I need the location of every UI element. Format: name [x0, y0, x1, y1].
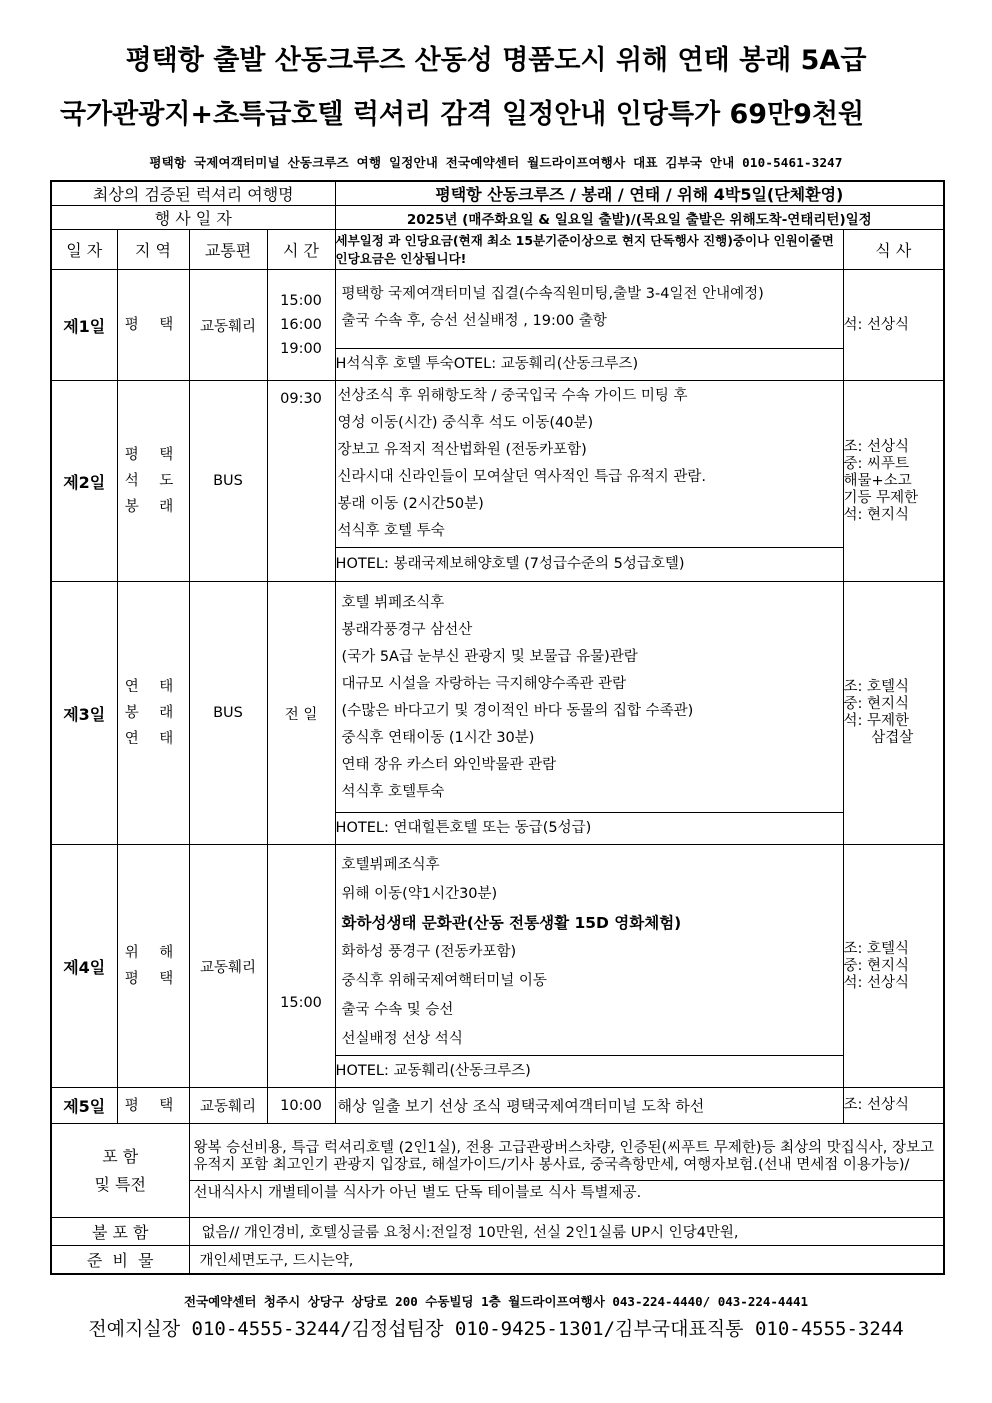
product-name: 평택항 산동크루즈 / 봉래 / 연태 / 위해 4박5일(단체환영): [335, 181, 944, 206]
schedule-item: 위해 이동(약1시간30분): [341, 886, 498, 902]
col-notice: 세부일정 과 인당요금(현재 최소 15분기준이상으로 현지 단독행사 진행)중이나 인원이줄면 인당요금은 인상됩니다!: [335, 230, 843, 270]
sub-title: 평택항 국제여객터미널 산동크루즈 여행 일정안내 전국예약센터 월드라이프여행사 대표 김부국 안내 010-5461-3247: [149, 155, 843, 170]
day-label: 제4일: [51, 845, 117, 1088]
schedule-item: 출국 수속 및 승선: [341, 1002, 454, 1018]
date-value: 2025년 (매주화요일 & 일요일 출발)/(목요일 출발은 위해도착-연태리턴)일정: [335, 206, 944, 230]
day-meals: 조: 호텔식 중: 현지식 석: 무제한 삼겹살: [843, 582, 944, 845]
day-hotel: H석식후 호텔 투숙OTEL: 교동훼리(산동크루즈): [335, 349, 843, 381]
schedule-item: 석식후 호텔 투숙: [337, 523, 445, 539]
schedule-item: 선상조식 후 위해항도착 / 중국입국 수속 가이드 미팅 후: [337, 388, 688, 404]
include-note: 선내식사시 개별테이블 식사가 아닌 별도 단독 테이블로 식사 특별제공.: [190, 1180, 944, 1202]
col-day: 일 자: [51, 230, 117, 270]
schedule-item: 신라시대 신라인들이 모여살던 역사적인 특급 유적지 관람.: [337, 469, 706, 485]
schedule-item: 석식후 호텔투숙: [341, 784, 445, 800]
itinerary-table: [50, 180, 945, 1275]
prepare-text: 개인세면도구, 드시는약,: [189, 1246, 944, 1274]
prepare-label: 준 비 물: [51, 1246, 189, 1274]
schedule-item: 중식후 연태이동 (1시간 30분): [341, 730, 535, 746]
schedule-item: 화하성생태 문화관(산동 전통생활 15D 영화체험): [341, 914, 682, 932]
product-label: 최상의 검증된 럭셔리 여행명: [51, 181, 335, 206]
include-text: 왕복 승선비용, 특급 럭셔리호텔 (2인1실), 전용 고급관광버스차량, 인증된(씨푸트 무제한)등 최상의 맛집식사, 장보고유적지 포함 최고인기 관광지 입장료, 해설가이드/기사 봉사료, 중국측항만세, 여행자보험.(선내 면세점 이용가능)/: [193, 1139, 935, 1173]
day-transport: BUS: [189, 582, 267, 845]
schedule-item: 중식후 위해국제여핵터미널 이동: [341, 973, 547, 989]
day-schedule: [335, 1088, 843, 1124]
schedule-item: 화하성 풍경구 (전동카포함): [341, 944, 517, 960]
include-label: 포 함 및 특전: [51, 1124, 189, 1218]
date-label: 행 사 일 자: [51, 206, 335, 230]
schedule-item: 대규모 시설을 자랑하는 극지해양수족관 관람: [341, 676, 627, 692]
schedule-item: 호텔 뷔페조식후: [341, 595, 445, 611]
day-label: 제5일: [51, 1088, 117, 1124]
day-schedule: [335, 845, 843, 1056]
day-times: 전 일: [267, 582, 335, 845]
footer-contacts: 전예지실장 010-4555-3244/김정섭팀장 010-9425-1301/김부국대표직통 010-4555-3244: [88, 1318, 904, 1340]
day-transport: BUS: [189, 381, 267, 582]
day-meals: 조: 선상식 중: 씨푸트 해물+소고 기등 무제한 석: 현지식: [843, 381, 944, 582]
day-region: 위 해 평 택: [117, 845, 189, 1088]
day-transport: 교동훼리: [189, 845, 267, 1088]
schedule-item: 호텔뷔페조식후: [341, 857, 440, 873]
day-region: 평 택: [117, 270, 189, 381]
day-times: 15:00: [267, 845, 335, 1088]
day-meals: 조: 호텔식 중: 현지식 석: 선상식: [843, 845, 944, 1088]
day-region: 평 택 석 도 봉 래: [117, 381, 189, 582]
day-label: 제1일: [51, 270, 117, 381]
day-meals: 조: 선상식: [843, 1088, 944, 1124]
day-transport: 교동훼리: [189, 270, 267, 381]
schedule-item: 해상 일출 보기 선상 조식 평택국제여객터미널 도착 하선: [337, 1097, 705, 1115]
day-schedule: [335, 381, 843, 548]
footer-address: 전국예약센터 청주시 상당구 상당로 200 수동빌딩 1층 월드라이프여행사 043-224-4440/ 043-224-4441: [183, 1294, 809, 1309]
exclude-text: 없음// 개인경비, 호텔싱글룸 요청시:전일정 10만원, 선실 2인1실룸 UP시 인당4만원,: [189, 1218, 944, 1246]
schedule-item: (수많은 바다고기 및 경이적인 바다 동물의 집합 수족관): [341, 703, 694, 719]
day-label: 제3일: [51, 582, 117, 845]
include-content: [189, 1124, 944, 1218]
day-times: 09:30: [267, 381, 335, 582]
day-transport: 교동훼리: [189, 1088, 267, 1124]
day-schedule: [335, 270, 843, 349]
schedule-item: 봉래 이동 (2시간50분): [337, 496, 484, 512]
col-region: 지 역: [117, 230, 189, 270]
title-line-1: 평택항 출발 산동크루즈 산동성 명품도시 위해 연태 봉래 5A급: [125, 45, 867, 76]
schedule-item: 출국 수속 후, 승선 선실배정 , 19:00 출항: [341, 313, 607, 329]
schedule-item: 평택항 국제여객터미널 집결(수속직원미팅,출발 3-4일전 안내예정): [341, 286, 764, 302]
day-hotel: HOTEL: 교동훼리(산동크루즈): [335, 1056, 843, 1088]
col-time: 시 간: [267, 230, 335, 270]
day-hotel: HOTEL: 연대힐튼호텔 또는 동급(5성급): [335, 813, 843, 845]
day-schedule: [335, 582, 843, 813]
schedule-item: 장보고 유적지 적산법화원 (전동카포함): [337, 442, 587, 458]
day-label: 제2일: [51, 381, 117, 582]
title-line-2: 국가관광지+초특급호텔 럭셔리 감격 일정안내 인당특가 69만9천원: [60, 99, 865, 130]
day-times: 10:00: [267, 1088, 335, 1124]
exclude-label: 불 포 함: [51, 1218, 189, 1246]
schedule-item: 연태 장유 카스터 와인박물관 관람: [341, 757, 557, 773]
schedule-item: 봉래각풍경구 삼선산: [341, 622, 473, 638]
schedule-item: (국가 5A급 눈부신 관광지 및 보물급 유물)관람: [341, 649, 638, 665]
day-hotel: HOTEL: 봉래국제보해양호텔 (7성급수준의 5성급호텔): [335, 548, 843, 582]
col-meal: 식 사: [843, 230, 944, 270]
col-transport: 교통편: [189, 230, 267, 270]
day-meals: 석: 선상식: [843, 270, 944, 381]
schedule-item: 영성 이동(시간) 중식후 석도 이동(40분): [337, 415, 594, 431]
day-region: 평 택: [117, 1088, 189, 1124]
day-region: 연 태 봉 래 연 태: [117, 582, 189, 845]
schedule-item: 선실배정 선상 석식: [341, 1031, 463, 1047]
day-times: 15:00 16:00 19:00: [267, 270, 335, 381]
